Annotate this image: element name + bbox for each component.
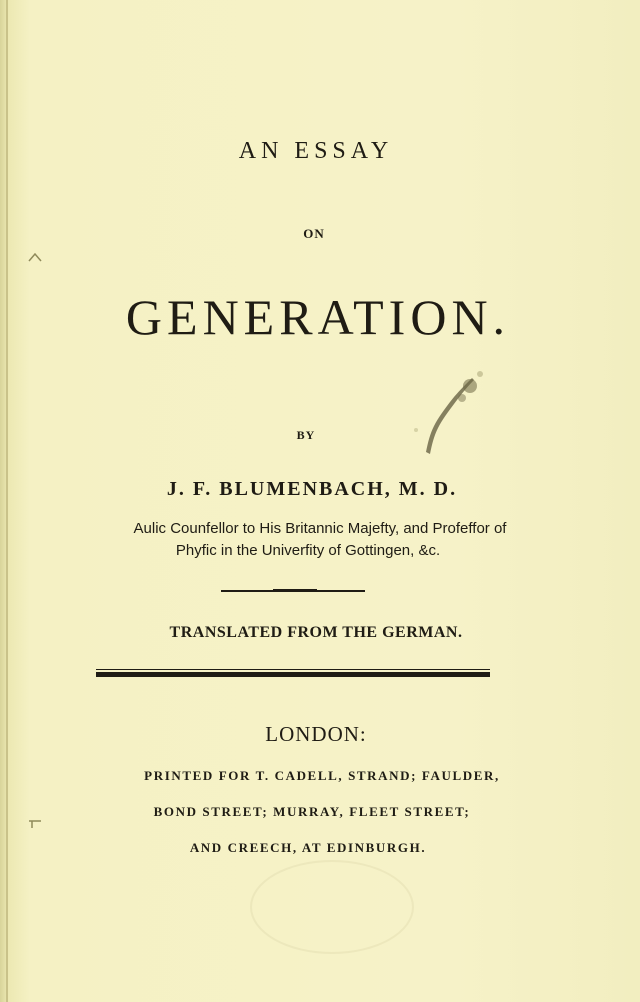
ink-stain-icon — [396, 368, 496, 468]
double-rule-thick — [96, 672, 490, 677]
decorative-rule — [221, 590, 365, 592]
author-name: J. F. BLUMENBACH, M. D. — [166, 478, 458, 500]
author-titles-line-2: Phyfic in the Univerfity of Gottingen, &c. — [175, 542, 441, 559]
title-line-1: AN ESSAY — [238, 138, 394, 164]
translation-note: TRANSLATED FROM THE GERMAN. — [169, 624, 463, 641]
main-title: GENERATION. — [125, 289, 511, 345]
imprint-city: LONDON: — [265, 722, 367, 746]
printer-line-1: PRINTED FOR T. CADELL, STRAND; FAULDER, — [144, 768, 500, 783]
title-line-2: ON — [303, 226, 325, 241]
author-titles-line-1: Aulic Counfellor to His Britannic Majefty, and Profeffor of — [133, 520, 507, 537]
printer-line-2: BOND STREET; MURRAY, FLEET STREET; — [153, 804, 471, 819]
by-label: BY — [296, 428, 316, 442]
printer-line-3: AND CREECH, AT EDINBURGH. — [189, 840, 427, 855]
double-rule — [96, 669, 490, 679]
double-rule-thin — [96, 669, 490, 670]
show-through-shadow — [250, 860, 414, 954]
margin-mark-icon — [28, 250, 42, 260]
